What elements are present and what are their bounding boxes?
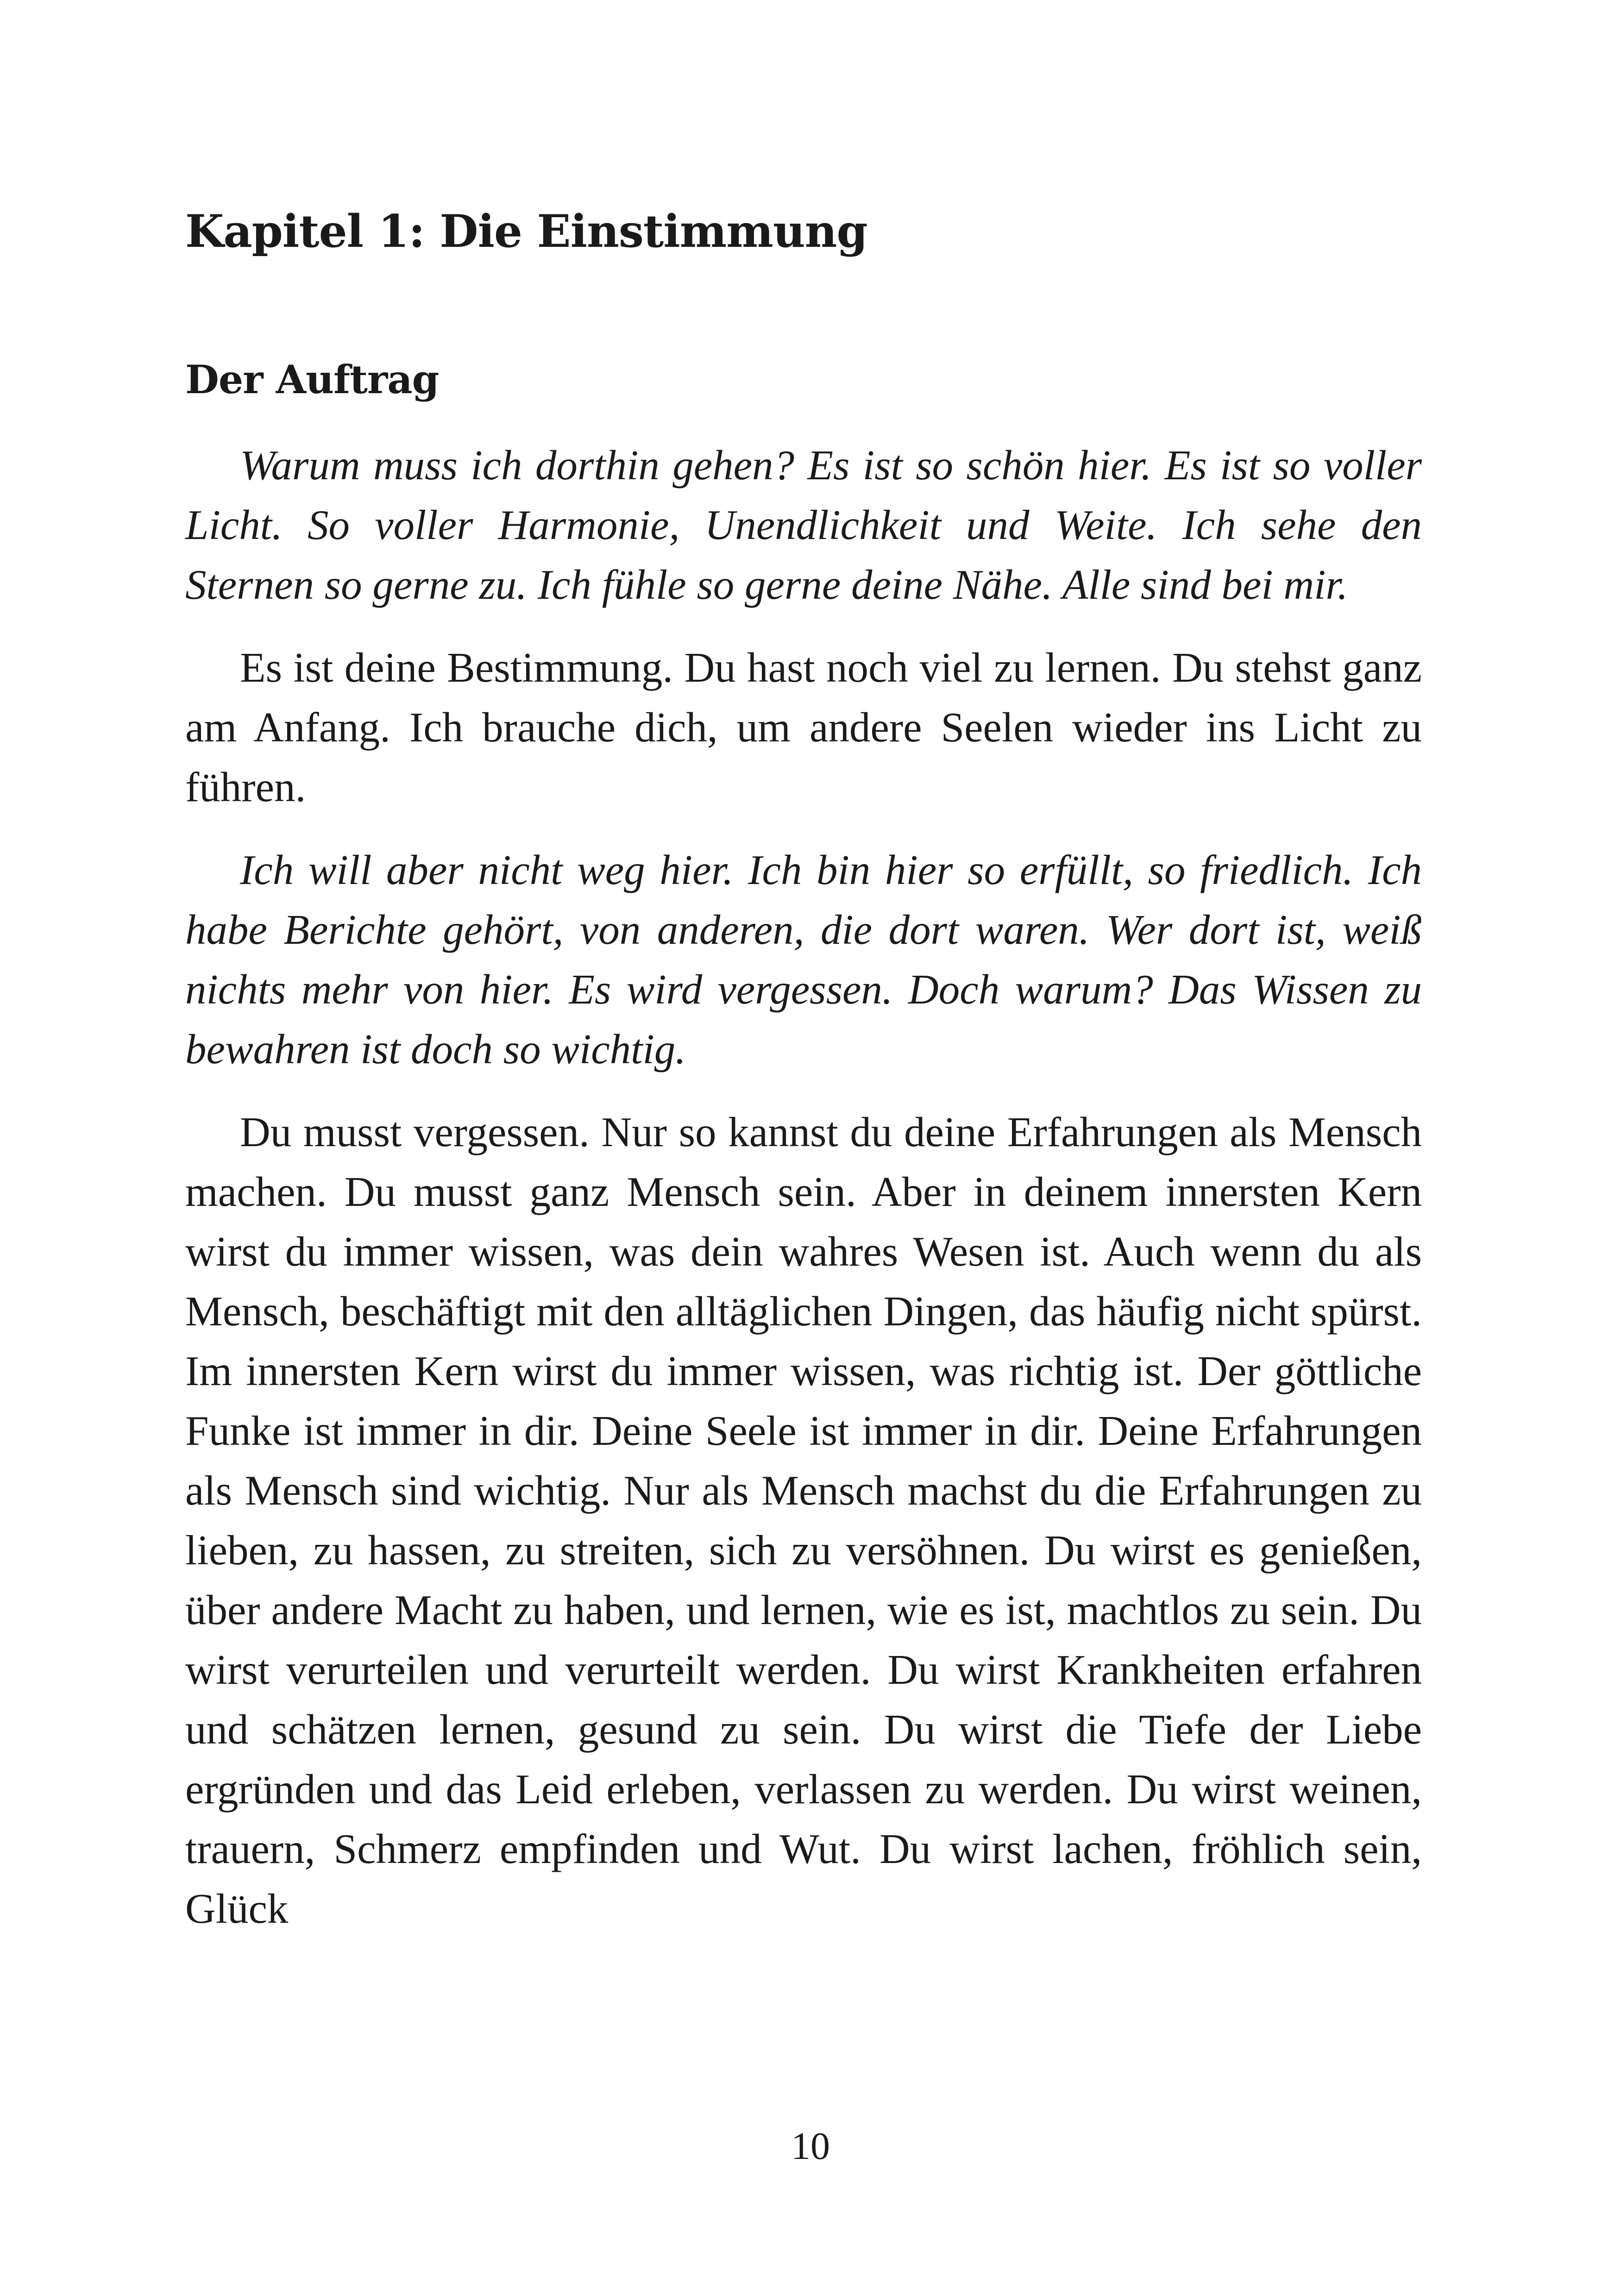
page-content bbox=[185, 199, 1422, 1962]
paragraph: Es ist deine Bestimmung. Du hast noch viel zu lernen. Du stehst ganz am Anfang. Ich brauche dich, um andere Seelen wieder ins Licht zu führen. bbox=[185, 644, 1422, 810]
chapter-title: Kapitel 1: Die Einstimmung bbox=[185, 205, 867, 257]
paragraph: Du musst vergessen. Nur so kannst du deine Erfahrungen als Mensch machen. Du musst ganz Mensch sein. Aber in deinem innersten Kern wirst du immer wissen, was dein wahres Wesen ist. Auch wenn du als Mensch, beschäftigt mit den alltäglichen Dingen, das häufig nicht spürst. Im innersten Kern wirst du immer wissen, was richtig ist. Der göttliche Funke ist immer in dir. Deine Seele ist immer in dir. Deine Erfahrungen als Mensch sind wichtig. Nur als Mensch machst du die Erfahrungen zu lieben, zu hassen, zu streiten, sich zu versöhnen. Du wirst es genießen, über andere Macht zu haben, und lernen, wie es ist, machtlos zu sein. Du wirst verurteilen und verurteilt werden. Du wirst Krankheiten erfahren und schätzen lernen, gesund zu sein. Du wirst die Tiefe der Liebe ergründen und das Leid erleben, verlassen zu werden. Du wirst weinen, trauern, Schmerz empfinden und Wut. Du wirst lachen, fröhlich sein, Glück bbox=[185, 1109, 1422, 1932]
section-title: Der Auftrag bbox=[185, 357, 439, 402]
paragraph-italic: Warum muss ich dorthin gehen? Es ist so schön hier. Es ist so voller Licht. So voller Harmonie, Unendlichkeit und Weite. Ich sehe den Sternen so gerne zu. Ich fühle so gerne deine Nähe. Alle sind bei mir. bbox=[185, 442, 1422, 608]
paragraph-italic: Ich will aber nicht weg hier. Ich bin hier so erfüllt, so friedlich. Ich habe Berichte gehört, von anderen, die dort waren. Wer dort ist, weiß nichts mehr von hier. Es wird vergessen. Doch warum? Das Wissen zu bewahren ist doch so wichtig. bbox=[185, 847, 1422, 1073]
page-number: 10 bbox=[791, 2125, 830, 2168]
